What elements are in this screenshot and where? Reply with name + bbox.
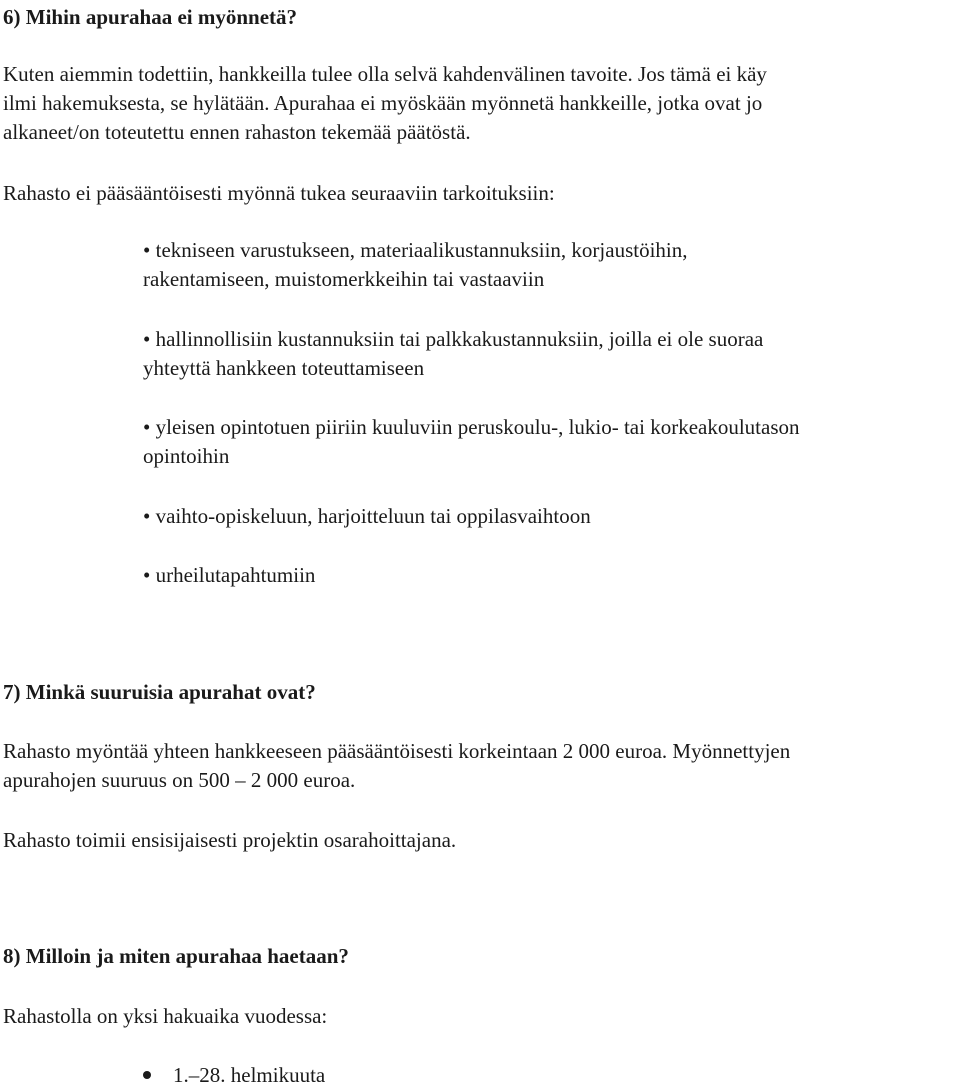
section-6-heading: 6) Mihin apurahaa ei myönnetä? [3,5,298,29]
bullet-line: • tekniseen varustukseen, materiaalikustannuksiin, korjaustöihin, [143,236,958,265]
paragraph-line: Rahasto myöntää yhteen hankkeeseen pääsääntöisesti korkeintaan 2 000 euroa. Myönnettyjen [3,739,791,763]
bullet-line: opintoihin [143,444,230,468]
bullet-line: • yleisen opintotuen piiriin kuuluviin peruskoulu-, lukio- tai korkeakoulutason [143,413,958,442]
bullet-line: • hallinnollisiin kustannuksiin tai palkkakustannuksiin, joilla ei ole suoraa [143,325,958,354]
section-7-heading: 7) Minkä suuruisia apurahat ovat? [3,680,316,704]
bullet-item [143,561,958,590]
paragraph-line: alkaneet/on toteutettu ennen rahaston tekemää päätöstä. [3,120,471,144]
bullet-dot-icon [143,1071,151,1079]
bullet-line: • urheilutapahtumiin [143,561,958,590]
section-8-paragraph-1: Rahastolla on yksi hakuaika vuodessa: [3,1004,328,1028]
bullet-line: 1.–28. helmikuuta [173,1063,326,1087]
bullet-line: yhteyttä hankkeen toteuttamiseen [143,356,425,380]
bullet-line: rakentamiseen, muistomerkkeihin tai vastaaviin [143,267,545,291]
bullet-item [143,325,958,383]
paragraph-line: apurahojen suuruus on 500 – 2 000 euroa. [3,768,356,792]
section-7-paragraph-1 [3,737,958,795]
section-8-heading: 8) Milloin ja miten apurahaa haetaan? [3,944,349,968]
bullet-item [143,236,958,294]
section-7-paragraph-2: Rahasto toimii ensisijaisesti projektin osarahoittajana. [3,828,457,852]
bullet-item [143,413,958,471]
bullet-line: • vaihto-opiskeluun, harjoitteluun tai oppilasvaihtoon [143,502,958,531]
section-6-paragraph-2: Rahasto ei pääsääntöisesti myönnä tukea seuraaviin tarkoituksiin: [3,181,555,205]
paragraph-line: Kuten aiemmin todettiin, hankkeilla tulee olla selvä kahdenvälinen tavoite. Jos tämä ei käy [3,62,767,86]
bullet-item [143,1061,325,1090]
paragraph-line: ilmi hakemuksesta, se hylätään. Apurahaa ei myöskään myönnetä hankkeille, jotka ovat jo [3,91,763,115]
section-6-paragraph-1 [3,60,958,147]
bullet-item [143,502,958,531]
